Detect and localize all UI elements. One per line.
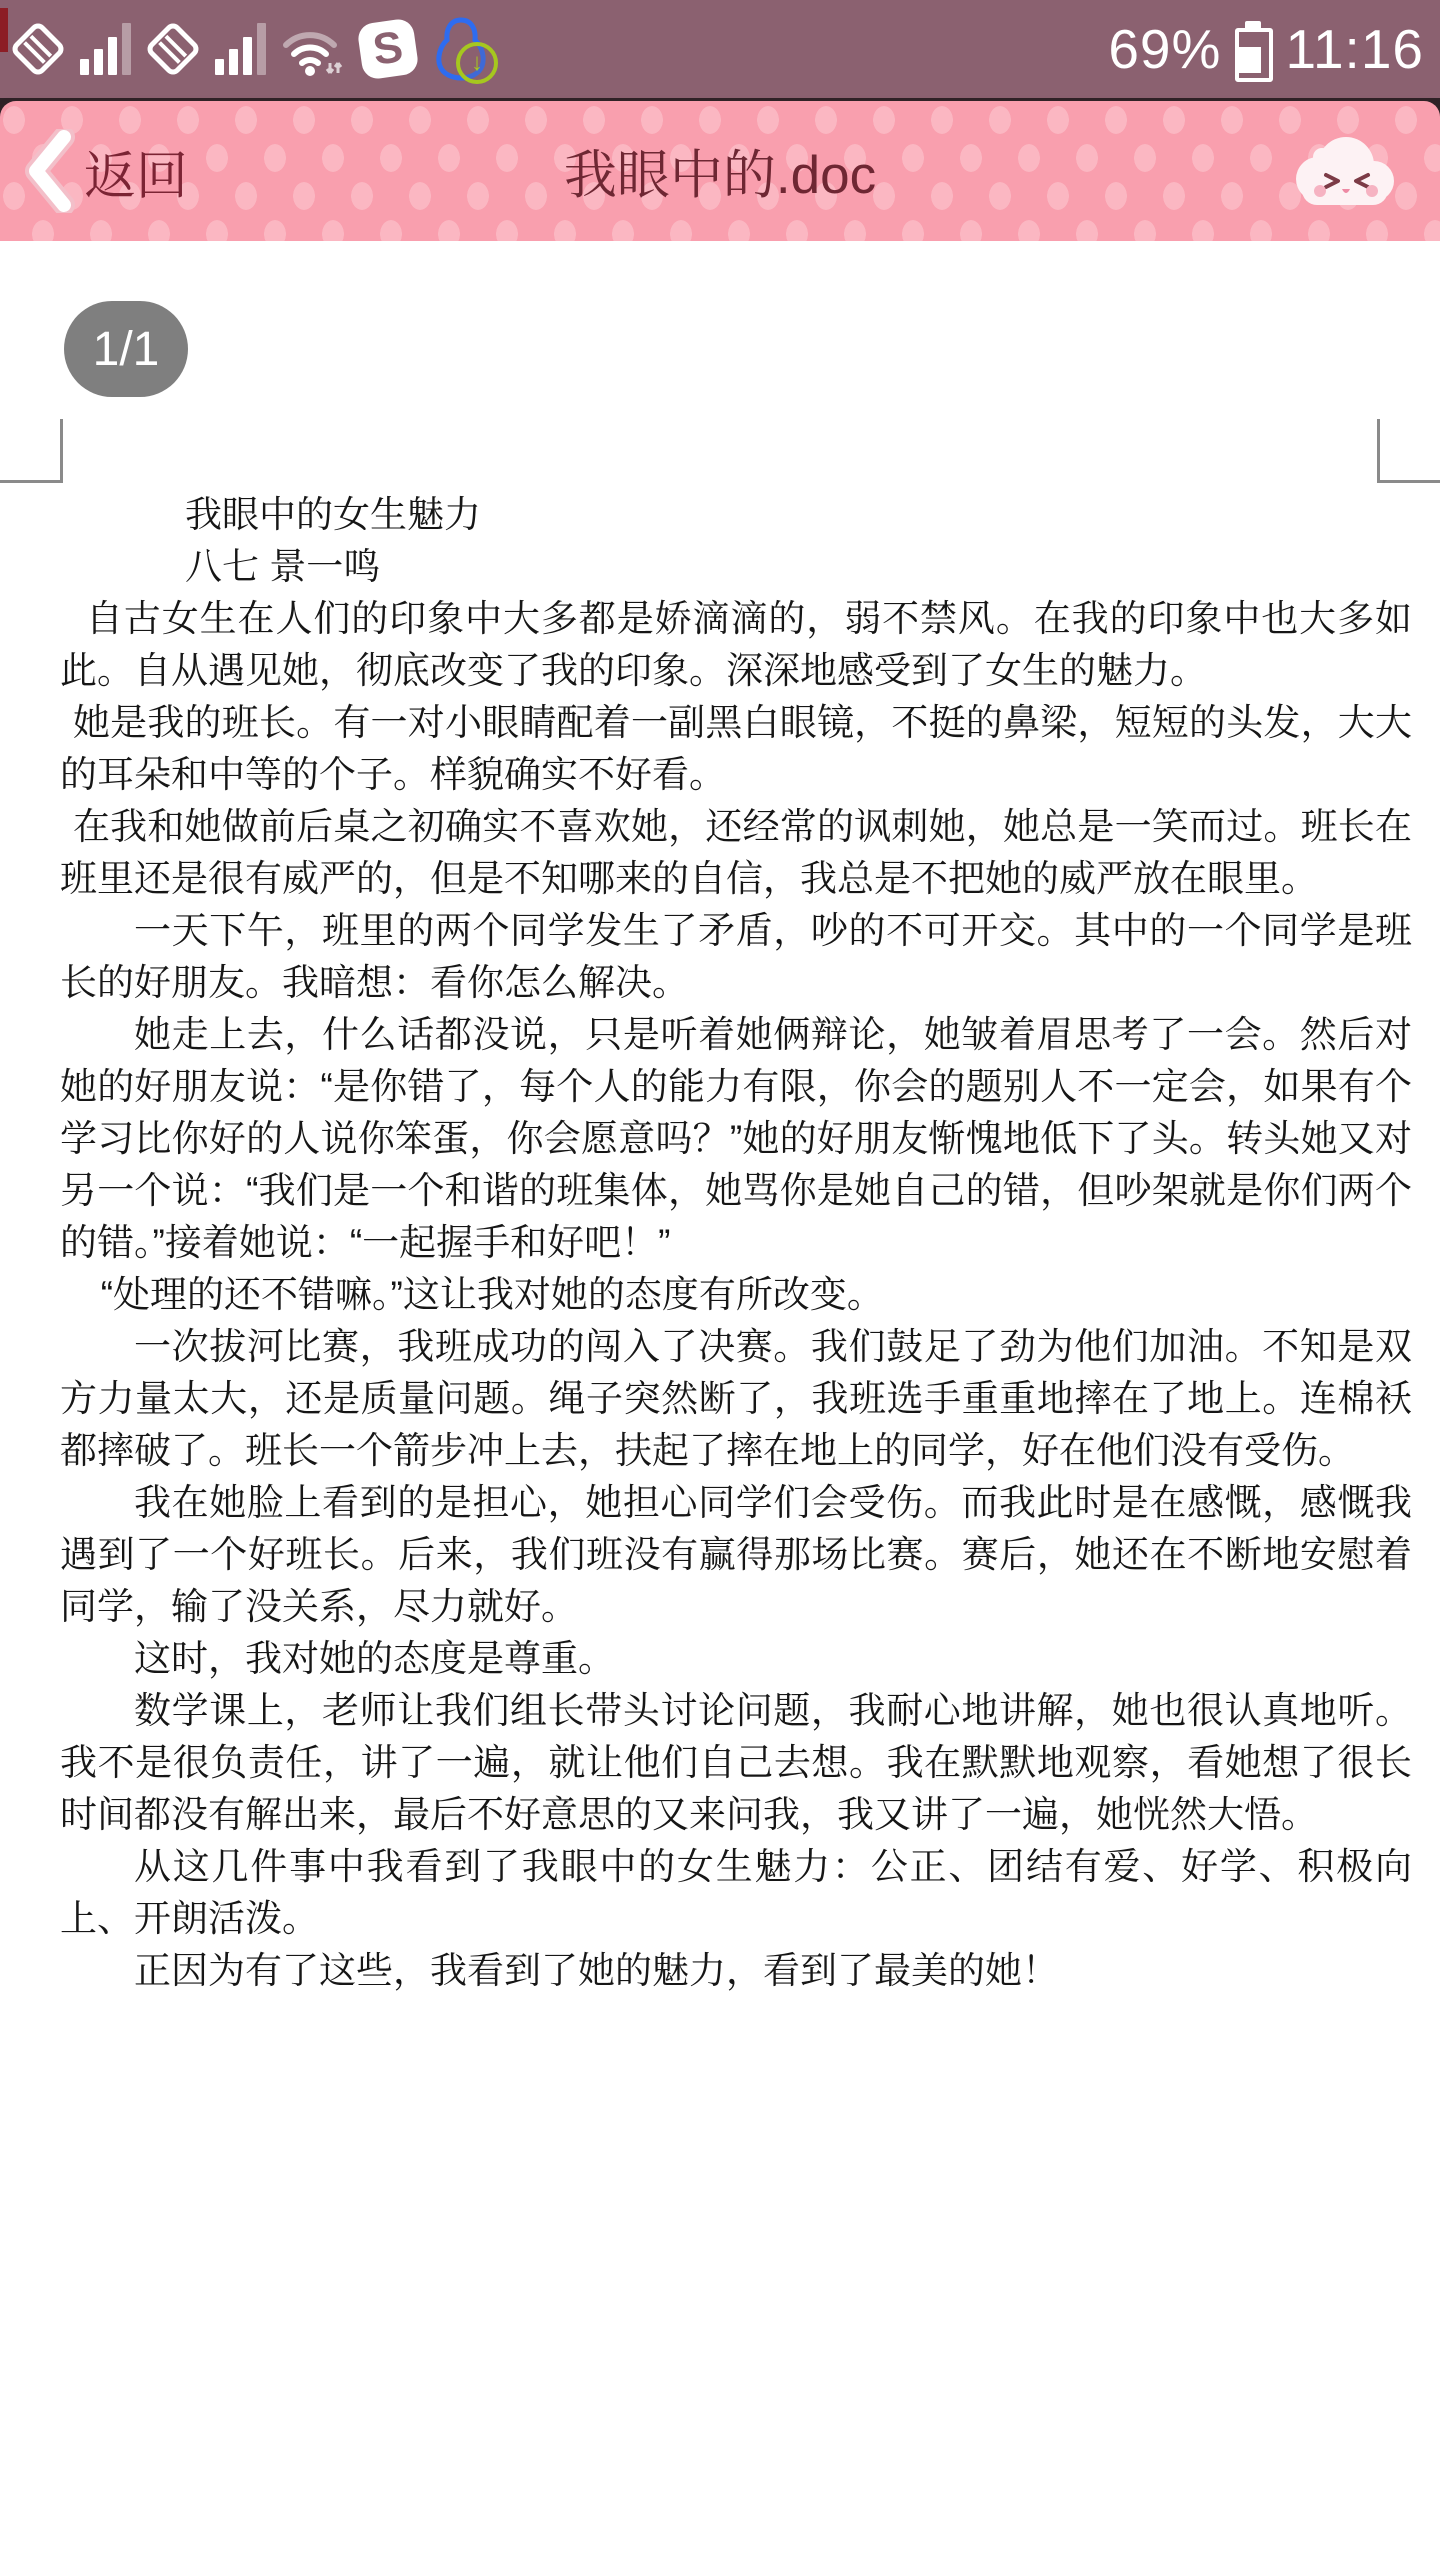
doc-paragraph: 一次拔河比赛，我班成功的闯入了决赛。我们鼓足了劲为他们加油。不知是双方力量太大，还是质量问题。绳子突然断了，我班选手重重地摔在了地上。连棉袄都摔破了。班长一个箭步冲上去，扶起了摔在地上的同学，好在他们没有受伤。 [60,1326,1412,1471]
back-button[interactable] [0,129,272,213]
doc-paragraph: 一天下午，班里的两个同学发生了矛盾，吵的不可开交。其中的一个同学是班长的好朋友。我暗想：看你怎么解决。 [60,910,1412,1003]
doc-paragraph: 她是我的班长。有一对小眼睛配着一副黑白眼镜，不挺的鼻梁，短短的头发，大大的耳朵和中等的个子。样貌确实不好看。 [60,702,1412,795]
page-title: 我眼中的.doc [563,146,877,205]
doc-paragraph: 自古女生在人们的印象中大多都是娇滴滴的，弱不禁风。在我的印象中也大多如此。自从遇见她，彻底改变了我的印象。深深地感受到了女生的魅力。 [60,598,1412,691]
doc-author: 八七 景一鸣 [185,546,381,587]
page-number-badge: 1/1 [64,301,188,397]
document-body [0,241,1440,1997]
doc-paragraph: 这时，我对她的态度是尊重。 [134,1638,615,1679]
doc-paragraph: 数学课上，老师让我们组长带头讨论问题，我耐心地讲解，她也很认真地听。我不是很负责任，讲了一遍，就让他们自己去想。我在默默地观察，看她想了很长时间都没有解出来，最后不好意思的又来问我，我又讲了一遍，她恍然大悟。 [60,1690,1412,1835]
doc-paragraph: 我在她脸上看到的是担心，她担心同学们会受伤。而我此时是在感慨，感慨我遇到了一个好班长。后来，我们班没有赢得那场比赛。赛后，她还在不断地安慰着同学，输了没关系，尽力就好。 [60,1482,1412,1627]
signal-strength-icon [80,19,131,79]
battery-percent: 69% [1108,18,1222,80]
wifi-icon [280,21,346,77]
skype-icon: S [356,17,419,80]
download-arrow-icon: ↓ [456,42,498,84]
cloud-mascot-icon[interactable] [1284,127,1400,215]
doc-paragraphs [60,593,1412,1997]
page-corner-mark-left [0,419,63,483]
document-viewer[interactable] [0,241,1440,2560]
doc-paragraph: “处理的还不错嘛。”这让我对她的态度有所改变。 [100,1274,884,1315]
doc-paragraph: 她走上去，什么话都没说，只是听着她俩辩论，她皱着眉思考了一会。然后对她的好朋友说：“是你错了，每个人的能力有限，你会的题别人不一定会，如果有个学习比你好的人说你笨蛋，你会愿意吗？”她的好朋友惭愧地低下了头。转头她又对另一个说：“我们是一个和谐的班集体，她骂你是她自己的错，但吵架就是你们两个的错。”接着她说：“一起握手和好吧！” [60,1014,1412,1263]
page-corner-mark-right [1377,419,1440,483]
clock: 11:16 [1285,18,1424,80]
china-mobile-logo-icon [145,21,201,77]
back-label: 返回 [84,147,189,206]
china-mobile-logo-icon [10,21,66,77]
app-header [0,101,1440,241]
qq-download-icon [430,16,492,82]
signal-strength-icon [215,19,266,79]
doc-title: 我眼中的女生魅力 [185,494,481,535]
doc-paragraph: 在我和她做前后桌之初确实不喜欢她，还经常的讽刺她，她总是一笑而过。班长在班里还是很有威严的，但是不知哪来的自信，我总是不把她的威严放在眼里。 [60,806,1412,899]
header-strip [0,98,1440,241]
doc-paragraph: 从这几件事中我看到了我眼中的女生魅力：公正、团结有爱、好学、积极向上、开朗活泼。 [60,1846,1412,1939]
status-bar [0,0,1440,98]
edge-notification-icon [0,8,8,52]
battery-icon [1235,21,1271,77]
doc-paragraph: 正因为有了这些，我看到了她的魅力，看到了最美的她！ [134,1950,1059,1991]
back-chevron-icon [22,129,78,213]
